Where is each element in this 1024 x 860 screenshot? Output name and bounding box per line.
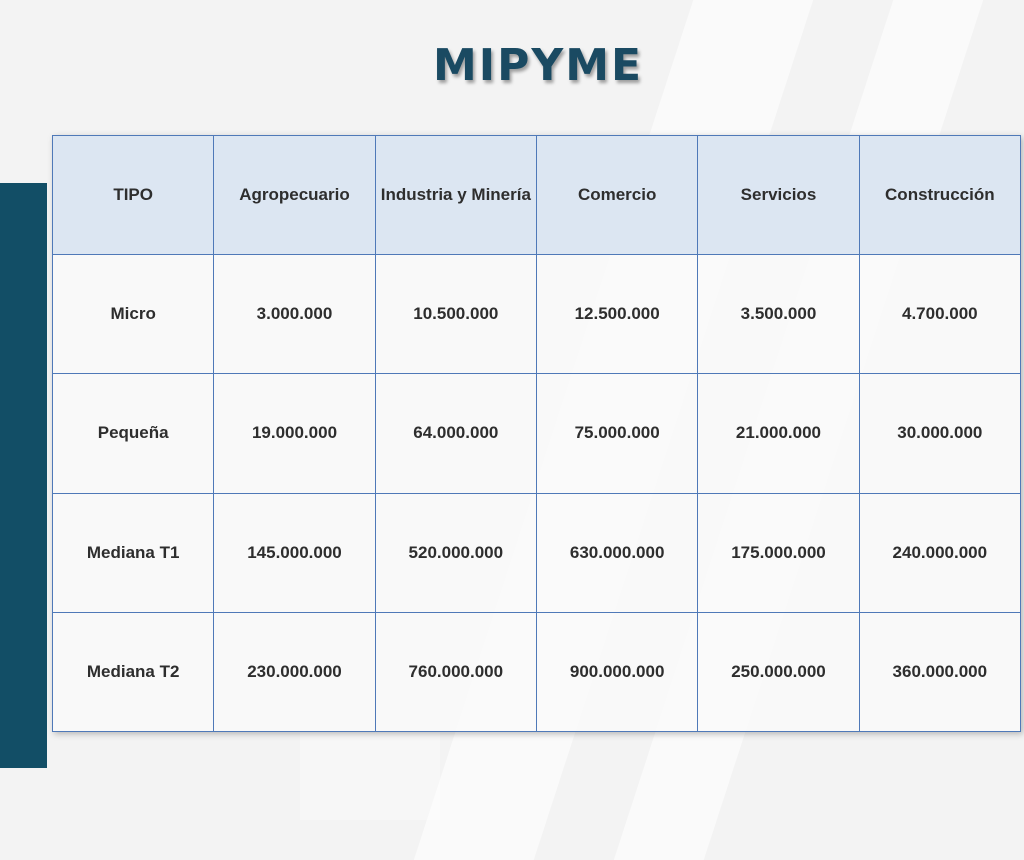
row-label-cell: Mediana T1 <box>53 493 214 612</box>
table-cell: 10.500.000 <box>375 255 536 374</box>
table-row <box>53 255 1021 374</box>
header-cell-industria: Industria y Minería <box>375 136 536 255</box>
table-cell: 145.000.000 <box>214 493 375 612</box>
table-cell: 230.000.000 <box>214 612 375 731</box>
table-row <box>53 374 1021 493</box>
table-cell: 12.500.000 <box>536 255 697 374</box>
header-cell-servicios: Servicios <box>698 136 859 255</box>
table-cell: 64.000.000 <box>375 374 536 493</box>
row-label-cell: Mediana T2 <box>53 612 214 731</box>
header-cell-agropecuario: Agropecuario <box>214 136 375 255</box>
table-cell: 520.000.000 <box>375 493 536 612</box>
side-accent-bar <box>0 183 47 768</box>
table-cell: 900.000.000 <box>536 612 697 731</box>
table-cell: 19.000.000 <box>214 374 375 493</box>
header-cell-comercio: Comercio <box>536 136 697 255</box>
row-label-cell: Pequeña <box>53 374 214 493</box>
table-cell: 30.000.000 <box>859 374 1020 493</box>
table-header-row <box>53 136 1021 255</box>
table-cell: 175.000.000 <box>698 493 859 612</box>
table-cell: 240.000.000 <box>859 493 1020 612</box>
table-cell: 3.000.000 <box>214 255 375 374</box>
table-cell: 4.700.000 <box>859 255 1020 374</box>
row-label-cell: Micro <box>53 255 214 374</box>
mipyme-table <box>52 135 1021 732</box>
table-row <box>53 612 1021 731</box>
header-cell-construccion: Construcción <box>859 136 1020 255</box>
header-cell-tipo: TIPO <box>53 136 214 255</box>
table-row <box>53 493 1021 612</box>
table-cell: 3.500.000 <box>698 255 859 374</box>
table-cell: 250.000.000 <box>698 612 859 731</box>
slide-title: MIPYME <box>432 40 644 91</box>
table-cell: 21.000.000 <box>698 374 859 493</box>
table-cell: 360.000.000 <box>859 612 1020 731</box>
table-cell: 760.000.000 <box>375 612 536 731</box>
table-cell: 75.000.000 <box>536 374 697 493</box>
table-cell: 630.000.000 <box>536 493 697 612</box>
